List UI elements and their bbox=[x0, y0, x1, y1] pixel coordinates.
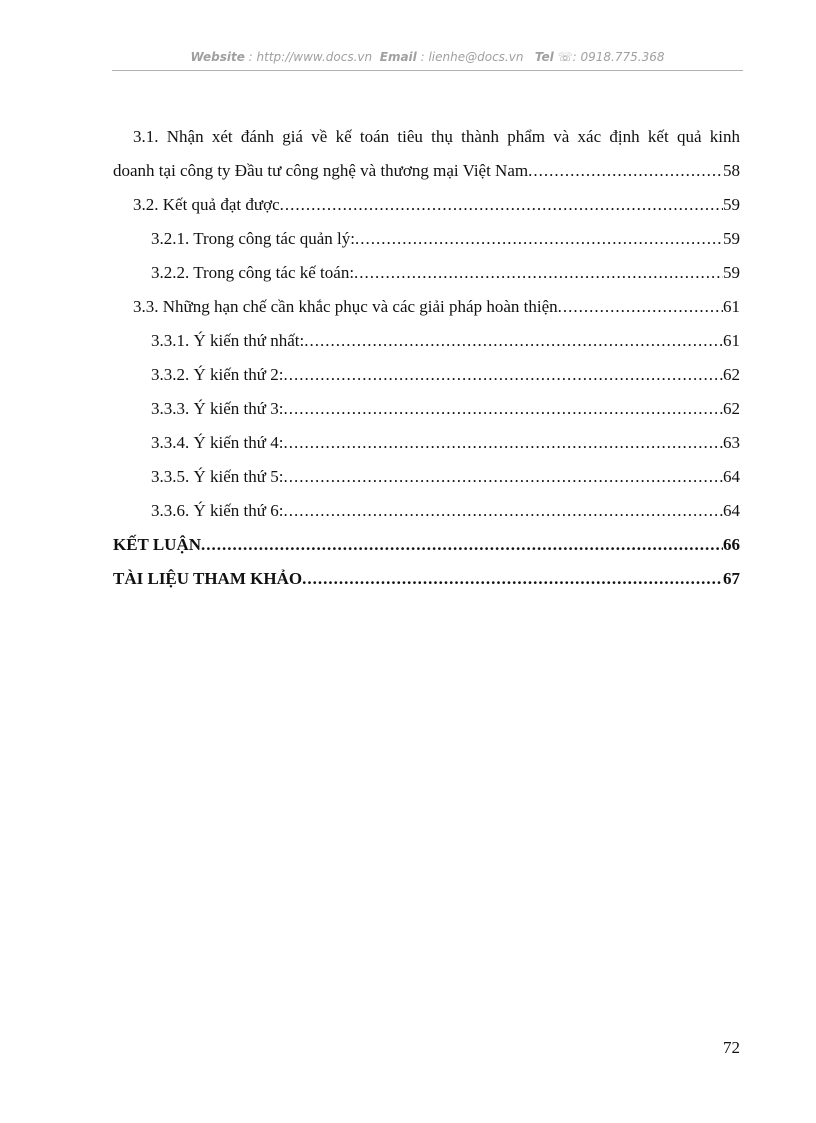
toc-entry-text: 3.2.1. Trong công tác quản lý: bbox=[151, 229, 355, 248]
toc-leader-dots bbox=[355, 222, 723, 256]
toc-leader-dots bbox=[201, 528, 723, 562]
toc-entry-text: 3.2. Kết quả đạt được bbox=[133, 195, 280, 214]
toc-entry bbox=[113, 426, 740, 460]
toc-entry-text: TÀI LIỆU THAM KHẢO bbox=[113, 569, 303, 588]
toc-entry-text: 3.3.2. Ý kiến thứ 2: bbox=[151, 365, 284, 384]
toc-entry bbox=[113, 290, 740, 324]
email-value: : lienhe@docs.vn bbox=[420, 50, 524, 64]
toc-leader-dots bbox=[283, 358, 723, 392]
toc-leader-dots bbox=[280, 188, 723, 222]
toc-entry-page: 67 bbox=[723, 569, 740, 588]
toc-entry bbox=[113, 256, 740, 290]
toc-entry-page: 59 bbox=[723, 263, 740, 282]
toc-leader-dots bbox=[558, 290, 723, 324]
website-value: : http://www.docs.vn bbox=[248, 50, 373, 64]
toc-leader-dots bbox=[302, 562, 723, 596]
page-number: 72 bbox=[723, 1038, 740, 1057]
phone-icon: ☏ bbox=[557, 50, 573, 64]
tel-label: Tel bbox=[534, 50, 554, 64]
toc-leader-dots bbox=[283, 426, 723, 460]
table-of-contents bbox=[113, 120, 740, 596]
website-label: Website bbox=[190, 50, 245, 64]
toc-entry-page: 61 bbox=[723, 331, 740, 350]
toc-entry-page: 61 bbox=[723, 297, 740, 316]
toc-entry bbox=[113, 188, 740, 222]
toc-entry-3-1-line1: 3.1. Nhận xét đánh giá về kế toán tiêu thụ thành phẩm và xác định kết quả kinh bbox=[133, 127, 740, 146]
toc-leader-dots bbox=[283, 392, 723, 426]
toc-entry bbox=[113, 222, 740, 256]
toc-leader-dots bbox=[528, 154, 723, 188]
toc-entry-page: 59 bbox=[723, 195, 740, 214]
toc-leader-dots bbox=[283, 460, 723, 494]
toc-entry-text: KẾT LUẬN bbox=[113, 535, 202, 554]
toc-entry-page: 58 bbox=[723, 161, 740, 180]
toc-leader-dots bbox=[304, 324, 723, 358]
toc-entry-references bbox=[113, 562, 740, 596]
toc-entry bbox=[113, 494, 740, 528]
header-divider bbox=[112, 70, 743, 71]
tel-value: : 0918.775.368 bbox=[572, 50, 665, 64]
toc-entry-page: 63 bbox=[723, 433, 740, 452]
toc-entry-text: 3.3.4. Ý kiến thứ 4: bbox=[151, 433, 284, 452]
toc-entry-text: doanh tại công ty Đầu tư công nghệ và thương mại Việt Nam bbox=[113, 161, 529, 180]
toc-entry-text: 3.3.3. Ý kiến thứ 3: bbox=[151, 399, 284, 418]
toc-entry-text: 3.3.5. Ý kiến thứ 5: bbox=[151, 467, 284, 486]
toc-entry-page: 59 bbox=[723, 229, 740, 248]
toc-entry-3-1-line2 bbox=[113, 154, 740, 188]
toc-entry bbox=[113, 460, 740, 494]
toc-entry bbox=[113, 324, 740, 358]
toc-entry-page: 62 bbox=[723, 399, 740, 418]
toc-entry-page: 64 bbox=[723, 467, 740, 486]
toc-entry-conclusion bbox=[113, 528, 740, 562]
toc-entry-text: 3.3.6. Ý kiến thứ 6: bbox=[151, 501, 284, 520]
toc-entry bbox=[113, 392, 740, 426]
toc-entry bbox=[113, 358, 740, 392]
email-label: Email bbox=[379, 50, 417, 64]
toc-entry-text: 3.2.2. Trong công tác kế toán: bbox=[151, 263, 355, 282]
toc-leader-dots bbox=[283, 494, 723, 528]
toc-entry-text: 3.3. Những hạn chế cần khắc phục và các giải pháp hoàn thiện bbox=[133, 297, 558, 316]
toc-entry-page: 62 bbox=[723, 365, 740, 384]
toc-entry-page: 66 bbox=[723, 535, 740, 554]
toc-entry-page: 64 bbox=[723, 501, 740, 520]
page-header bbox=[112, 50, 743, 64]
toc-leader-dots bbox=[354, 256, 723, 290]
toc-entry-text: 3.3.1. Ý kiến thứ nhất: bbox=[151, 331, 305, 350]
